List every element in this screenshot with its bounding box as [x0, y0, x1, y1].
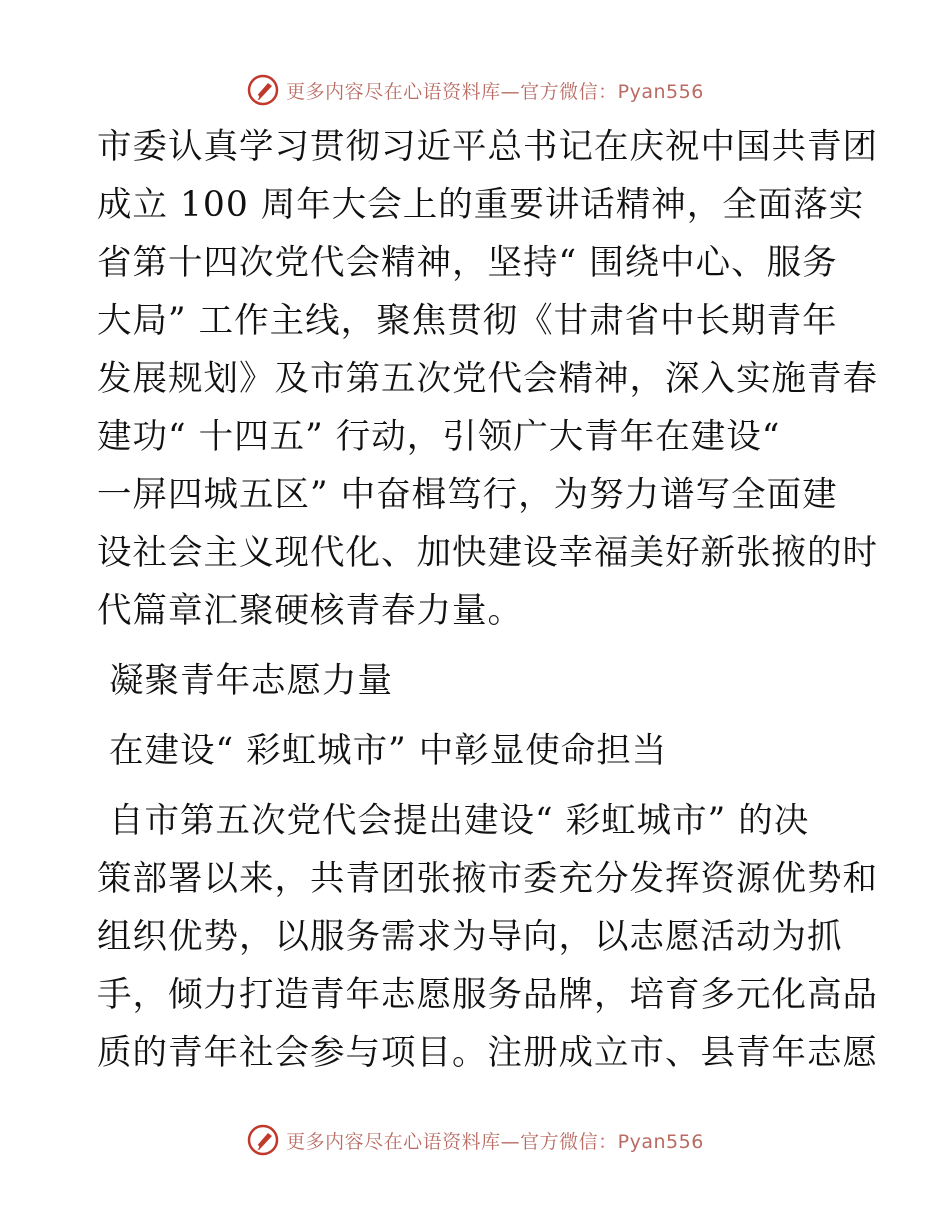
paragraph-intro	[97, 118, 878, 640]
header-watermark	[0, 70, 950, 110]
text-line: 省第十四次党代会精神，坚持“ 围绕中心、服务	[97, 243, 838, 283]
text-line: 成立 100 周年大会上的重要讲话精神，全面落实	[97, 185, 865, 225]
heading-line: 凝聚青年志愿力量	[109, 661, 393, 701]
text-line: 组织优势，以服务需求为导向，以志愿活动为抓	[97, 917, 843, 957]
text-line: 一屏四城五区” 中奋楫笃行，为努力谱写全面建	[97, 475, 838, 515]
pen-nib-logo-icon	[246, 1123, 280, 1157]
text-line: 大局” 工作主线，聚焦贯彻《甘肃省中长期青年	[97, 301, 838, 341]
text-line: 手，倾力打造青年志愿服务品牌，培育多元化高品	[97, 975, 878, 1015]
text-line: 自市第五次党代会提出建设“ 彩虹城市” 的决	[109, 801, 810, 841]
text-line: 代篇章汇聚硬核青春力量。	[97, 591, 523, 631]
text-line: 建功“ 十四五” 行动，引领广大青年在建设“	[97, 417, 781, 457]
footer-watermark	[0, 1120, 950, 1160]
paragraph-rainbow-city	[97, 792, 878, 1082]
document-body	[97, 118, 878, 1082]
section-subheading-rainbow-city	[97, 722, 857, 780]
heading-line: 在建设“ 彩虹城市” 中彰显使命担当	[109, 731, 668, 771]
text-line: 市委认真学习贯彻习近平总书记在庆祝中国共青团	[97, 127, 878, 167]
pen-nib-logo-icon	[246, 73, 280, 107]
text-line: 策部署以来，共青团张掖市委充分发挥资源优势和	[97, 859, 878, 899]
text-line: 设社会主义现代化、加快建设幸福美好新张掖的时	[97, 533, 878, 573]
section-heading-volunteer	[97, 652, 857, 710]
watermark-text: 更多内容尽在心语资料库—官方微信：Pyan556	[286, 80, 704, 103]
text-line: 发展规划》及市第五次党代会精神，深入实施青春	[97, 359, 878, 399]
watermark-text: 更多内容尽在心语资料库—官方微信：Pyan556	[286, 1130, 704, 1153]
text-line: 质的青年社会参与项目。注册成立市、县青年志愿	[97, 1033, 878, 1073]
